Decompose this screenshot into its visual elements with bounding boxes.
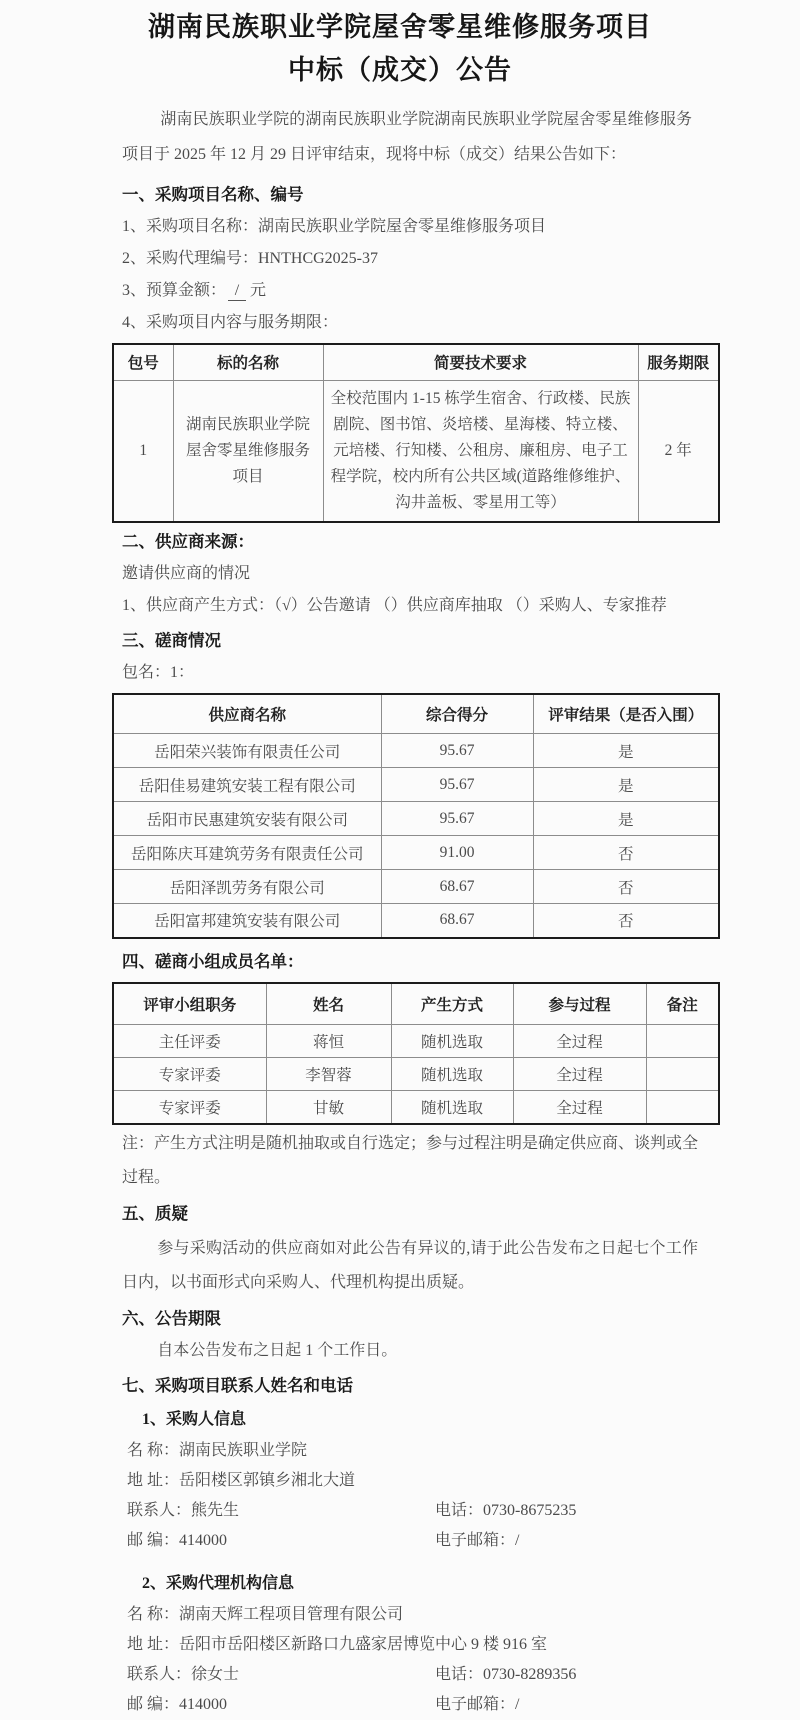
budget-label: 3、预算金额： bbox=[122, 282, 227, 299]
section2-heading: 二、供应商来源： bbox=[122, 531, 254, 551]
section6-heading: 六、公告期限 bbox=[122, 1308, 221, 1328]
project-name-line: 1、采购项目名称：湖南民族职业学院屋舍零星维修服务项目 bbox=[122, 218, 547, 235]
supplier-table-header-row bbox=[113, 694, 719, 734]
table-cell: 全校范围内 1-15 栋学生宿舍、行政楼、民族剧院、图书馆、炎培楼、星海楼、特立楼、元培楼、行知楼、公租房、廉租房、电子工程学院，校内所有公共区域(道路维修维护、沟井盖板、零星用工等） bbox=[323, 380, 638, 522]
doc-title-line2: 中标（成交）公告 bbox=[288, 55, 512, 85]
table-cell: 否 bbox=[533, 836, 719, 870]
table-cell: 全过程 bbox=[513, 1025, 646, 1058]
column-header: 标的名称 bbox=[173, 344, 323, 380]
section7-heading: 七、采购项目联系人姓名和电话 bbox=[122, 1375, 353, 1395]
table-cell: 岳阳市民惠建筑安装有限公司 bbox=[113, 802, 381, 836]
budget-value: / bbox=[228, 282, 246, 301]
doc-title-line1: 湖南民族职业学院屋舍零星维修服务项目 bbox=[148, 12, 652, 42]
section5-heading: 五、质疑 bbox=[122, 1203, 188, 1223]
supplier-method-line: 1、供应商产生方式：（√）公告邀请 （）供应商库抽取 （）采购人、专家推荐 bbox=[122, 596, 667, 614]
table-row bbox=[113, 802, 719, 836]
objection-paragraph: 参与采购活动的供应商如对此公告有异议的,请于此公告发布之日起七个工作日内，以书面形式向采购人、代理机构提出质疑。 bbox=[122, 1239, 698, 1291]
column-header: 简要技术要求 bbox=[323, 344, 638, 380]
panel-table-header-row bbox=[113, 983, 719, 1025]
section1-heading: 一、采购项目名称、编号 bbox=[122, 185, 304, 204]
purchaser-zip: 邮 编：414000 bbox=[127, 1531, 228, 1549]
table-cell: 全过程 bbox=[513, 1058, 646, 1091]
table-cell: 91.00 bbox=[381, 836, 533, 870]
agency-phone: 电话：0730-8289356 bbox=[435, 1665, 577, 1683]
table-row bbox=[113, 1058, 719, 1091]
agency-email: 电子邮箱：/ bbox=[435, 1695, 520, 1713]
table-row bbox=[113, 768, 719, 802]
table-cell bbox=[646, 1025, 719, 1058]
table-cell: 68.67 bbox=[381, 904, 533, 938]
table-cell: 全过程 bbox=[513, 1091, 646, 1124]
table-cell: 岳阳陈庆耳建筑劳务有限责任公司 bbox=[113, 836, 381, 870]
table-cell: 1 bbox=[113, 380, 173, 522]
table-cell: 蒋恒 bbox=[266, 1025, 391, 1058]
table-cell: 李智蓉 bbox=[266, 1058, 391, 1091]
table-cell: 95.67 bbox=[381, 768, 533, 802]
project-table bbox=[112, 343, 720, 523]
purchaser-contact: 联系人：熊先生 bbox=[127, 1501, 240, 1519]
project-table-header-row bbox=[113, 344, 719, 380]
table-cell: 95.67 bbox=[381, 802, 533, 836]
agency-contact: 联系人：徐女士 bbox=[127, 1665, 240, 1683]
supplier-source-line: 邀请供应商的情况 bbox=[122, 564, 251, 582]
panel-members-table bbox=[112, 982, 720, 1125]
doc-title bbox=[0, 6, 800, 92]
purchaser-address: 地 址：岳阳楼区郭镇乡湘北大道 bbox=[127, 1471, 356, 1489]
agency-zip: 邮 编：414000 bbox=[127, 1695, 228, 1713]
table-cell: 否 bbox=[533, 904, 719, 938]
table-cell: 是 bbox=[533, 734, 719, 768]
column-header: 综合得分 bbox=[381, 694, 533, 734]
doc-body bbox=[112, 102, 718, 1720]
table-row bbox=[113, 1091, 719, 1124]
table-cell: 专家评委 bbox=[113, 1091, 266, 1124]
agency-zip-row bbox=[127, 1690, 718, 1720]
section3-heading: 三、磋商情况 bbox=[122, 630, 221, 650]
intro-paragraph: 湖南民族职业学院的湖南民族职业学院湖南民族职业学院屋舍零星维修服务项目于 2025 年 12 月 29 日评审结束，现将中标（成交）结果公告如下： bbox=[122, 111, 692, 163]
table-cell: 主任评委 bbox=[113, 1025, 266, 1058]
table-cell: 95.67 bbox=[381, 734, 533, 768]
table-cell: 随机选取 bbox=[391, 1058, 513, 1091]
table-row bbox=[113, 870, 719, 904]
purchaser-info-heading: 1、采购人信息 bbox=[142, 1410, 247, 1428]
table-cell: 是 bbox=[533, 802, 719, 836]
column-header: 供应商名称 bbox=[113, 694, 381, 734]
table-cell: 否 bbox=[533, 870, 719, 904]
agency-info-heading: 2、采购代理机构信息 bbox=[142, 1574, 295, 1592]
budget-line bbox=[122, 275, 718, 307]
table-cell: 岳阳富邦建筑安装有限公司 bbox=[113, 904, 381, 938]
table-cell: 2 年 bbox=[638, 380, 719, 522]
table-row bbox=[113, 380, 719, 522]
table-cell: 岳阳荣兴装饰有限责任公司 bbox=[113, 734, 381, 768]
column-header: 产生方式 bbox=[391, 983, 513, 1025]
announcement-period-line: 自本公告发布之日起 1 个工作日。 bbox=[157, 1341, 398, 1359]
table-cell: 岳阳佳易建筑安装工程有限公司 bbox=[113, 768, 381, 802]
package-label: 包名：1： bbox=[122, 663, 195, 681]
table-cell: 随机选取 bbox=[391, 1025, 513, 1058]
table-cell: 专家评委 bbox=[113, 1058, 266, 1091]
table-row bbox=[113, 1025, 719, 1058]
column-header: 包号 bbox=[113, 344, 173, 380]
column-header: 评审结果（是否入围） bbox=[533, 694, 719, 734]
section4-heading: 四、磋商小组成员名单： bbox=[122, 951, 304, 971]
purchaser-contact-row bbox=[127, 1496, 718, 1526]
table-cell bbox=[646, 1091, 719, 1124]
budget-unit: 元 bbox=[250, 282, 267, 299]
supplier-score-table bbox=[112, 693, 720, 939]
agency-info-block bbox=[112, 1568, 718, 1720]
table-cell: 68.67 bbox=[381, 870, 533, 904]
table-row bbox=[113, 904, 719, 938]
column-header: 服务期限 bbox=[638, 344, 719, 380]
column-header: 参与过程 bbox=[513, 983, 646, 1025]
table-row bbox=[113, 734, 719, 768]
purchaser-name: 名 称：湖南民族职业学院 bbox=[127, 1441, 308, 1459]
column-header: 评审小组职务 bbox=[113, 983, 266, 1025]
table-cell: 岳阳泽凯劳务有限公司 bbox=[113, 870, 381, 904]
purchaser-phone: 电话：0730-8675235 bbox=[435, 1501, 577, 1519]
table-cell: 随机选取 bbox=[391, 1091, 513, 1124]
table-row bbox=[113, 836, 719, 870]
table-cell: 是 bbox=[533, 768, 719, 802]
table-cell: 甘敏 bbox=[266, 1091, 391, 1124]
table-cell bbox=[646, 1058, 719, 1091]
purchaser-zip-row bbox=[127, 1526, 718, 1556]
content-term-line: 4、采购项目内容与服务期限： bbox=[122, 314, 339, 331]
agency-name: 名 称：湖南天辉工程项目管理有限公司 bbox=[127, 1605, 404, 1623]
agency-address: 地 址：岳阳市岳阳楼区新路口九盛家居博览中心 9 楼 916 室 bbox=[127, 1635, 548, 1653]
agency-number-line: 2、采购代理编号：HNTHCG2025-37 bbox=[122, 250, 378, 267]
column-header: 姓名 bbox=[266, 983, 391, 1025]
column-header: 备注 bbox=[646, 983, 719, 1025]
panel-note: 注：产生方式注明是随机抽取或自行选定；参与过程注明是确定供应商、谈判或全过程。 bbox=[122, 1134, 699, 1186]
purchaser-email: 电子邮箱：/ bbox=[435, 1531, 520, 1549]
agency-contact-row bbox=[127, 1660, 718, 1690]
table-cell: 湖南民族职业学院屋舍零星维修服务项目 bbox=[173, 380, 323, 522]
